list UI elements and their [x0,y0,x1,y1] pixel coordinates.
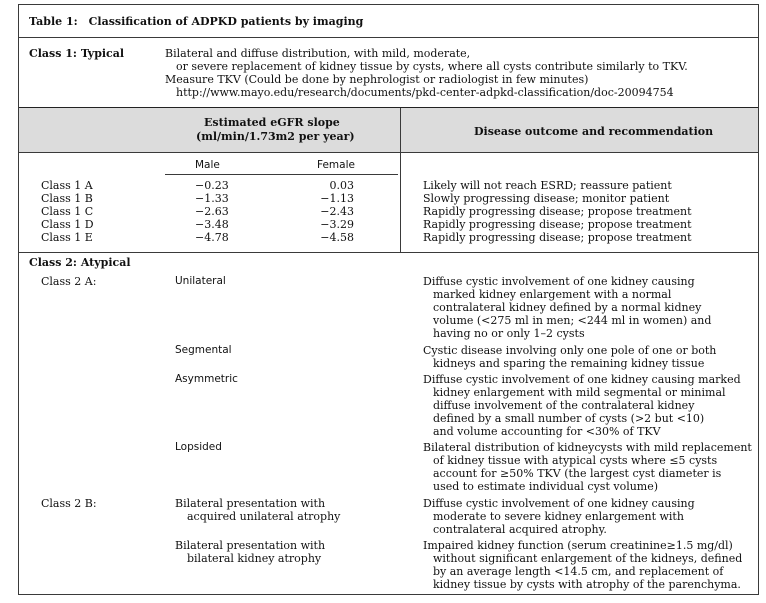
desc-line: marked kidney enlargement with a normal [433,288,672,301]
class-label: Class 1 C [41,205,94,218]
class1-label: Class 1: Typical [29,47,125,60]
subheader-underline [165,174,398,175]
subtype-unilateral-atrophy: Bilateral presentation with [175,497,326,510]
outcome-text: Rapidly progressing disease; propose treatment [423,218,692,231]
desc-line: contralateral acquired atrophy. [433,523,607,536]
desc-line: defined by a small number of cysts (>2 but <10) [433,412,705,425]
female-slope: −1.13 [320,192,354,205]
desc-line: Diffuse cystic involvement of one kidney causing [423,275,695,288]
female-slope: −3.29 [320,218,354,231]
female-slope: 0.03 [329,179,354,192]
mayo-url: http://www.mayo.edu/research/documents/pkd-center-adpkd-classification/doc-20094754 [176,86,674,99]
column-divider [400,108,401,253]
desc-line: and volume accounting for <30% of TKV [433,425,661,438]
male-slope: −4.78 [195,231,229,244]
outcome-text: Rapidly progressing disease; propose treatment [423,205,692,218]
desc-line: of kidney tissue with atypical cysts where ≤5 cysts [433,454,718,467]
classification-table [18,4,759,595]
desc-line: without significant enlargement of the kidneys, defined [433,552,743,565]
male-slope: −0.23 [195,179,229,192]
table-caption: Table 1: Classification of ADPKD patients by imaging [29,15,364,28]
class2-label: Class 2: Atypical [29,256,131,269]
desc-line: kidney enlargement with mild segmental or minimal [433,386,726,399]
outcome-text: Likely will not reach ESRD; reassure patient [423,179,672,192]
male-slope: −1.33 [195,192,229,205]
desc-line: Impaired kidney function (serum creatinine≥1.5 mg/dl) [423,539,733,552]
outcome-text: Rapidly progressing disease; propose treatment [423,231,692,244]
desc-line: Diffuse cystic involvement of one kidney causing marked [423,373,741,386]
desc-line: volume (<275 ml in men; <244 ml in women) and [433,314,712,327]
divider [19,37,758,38]
class2b-label: Class 2 B: [41,497,97,510]
outcome-header: Disease outcome and recommendation [474,125,714,138]
outcome-text: Slowly progressing disease; monitor patient [423,192,670,205]
desc-line: account for ≥50% TKV (the largest cyst diameter is [433,467,722,480]
subtype-asymmetric: Asymmetric [175,373,238,385]
female-slope: −2.43 [320,205,354,218]
subtype-lopsided: Lopsided [175,441,222,453]
subtype-bilateral-atrophy-line2: bilateral kidney atrophy [187,552,322,565]
class1-desc-line: or severe replacement of kidney tissue by cysts, where all cysts contribute similarly to TKV. [176,60,688,73]
egfr-header: Estimated eGFR slope [204,116,340,129]
desc-line: Bilateral distribution of kidneycysts with mild replacement [423,441,752,454]
class2a-label: Class 2 A: [41,275,97,288]
class1-desc-line: Measure TKV (Could be done by nephrologist or radiologist in few minutes) [165,73,589,86]
subtype-segmental: Segmental [175,344,232,356]
subtype-unilateral: Unilateral [175,275,226,287]
divider [19,252,758,253]
male-slope: −3.48 [195,218,229,231]
class-label: Class 1 D [41,218,94,231]
desc-line: Diffuse cystic involvement of one kidney causing [423,497,695,510]
desc-line: having no or only 1–2 cysts [433,327,585,340]
class-label: Class 1 A [41,179,93,192]
egfr-header-units: (ml/min/1.73m2 per year) [196,130,355,143]
desc-line: kidney tissue by cysts with atrophy of the parenchyma. [433,578,741,591]
desc-line: diffuse involvement of the contralateral kidney [433,399,695,412]
male-header: Male [195,159,220,171]
class1-desc-line: Bilateral and diffuse distribution, with mild, moderate, [165,47,471,60]
desc-line: kidneys and sparing the remaining kidney tissue [433,357,705,370]
desc-line: contralateral kidney defined by a normal kidney [433,301,702,314]
desc-line: Cystic disease involving only one pole of one or both [423,344,717,357]
class-label: Class 1 B [41,192,93,205]
desc-line: by an average length <14.5 cm, and replacement of [433,565,724,578]
male-slope: −2.63 [195,205,229,218]
female-header: Female [317,159,355,171]
subtype-unilateral-atrophy-line2: acquired unilateral atrophy [187,510,341,523]
desc-line: used to estimate individual cyst volume) [433,480,659,493]
class-label: Class 1 E [41,231,93,244]
divider [19,152,758,153]
subtype-bilateral-atrophy: Bilateral presentation with [175,539,326,552]
desc-line: moderate to severe kidney enlargement with [433,510,684,523]
female-slope: −4.58 [320,231,354,244]
